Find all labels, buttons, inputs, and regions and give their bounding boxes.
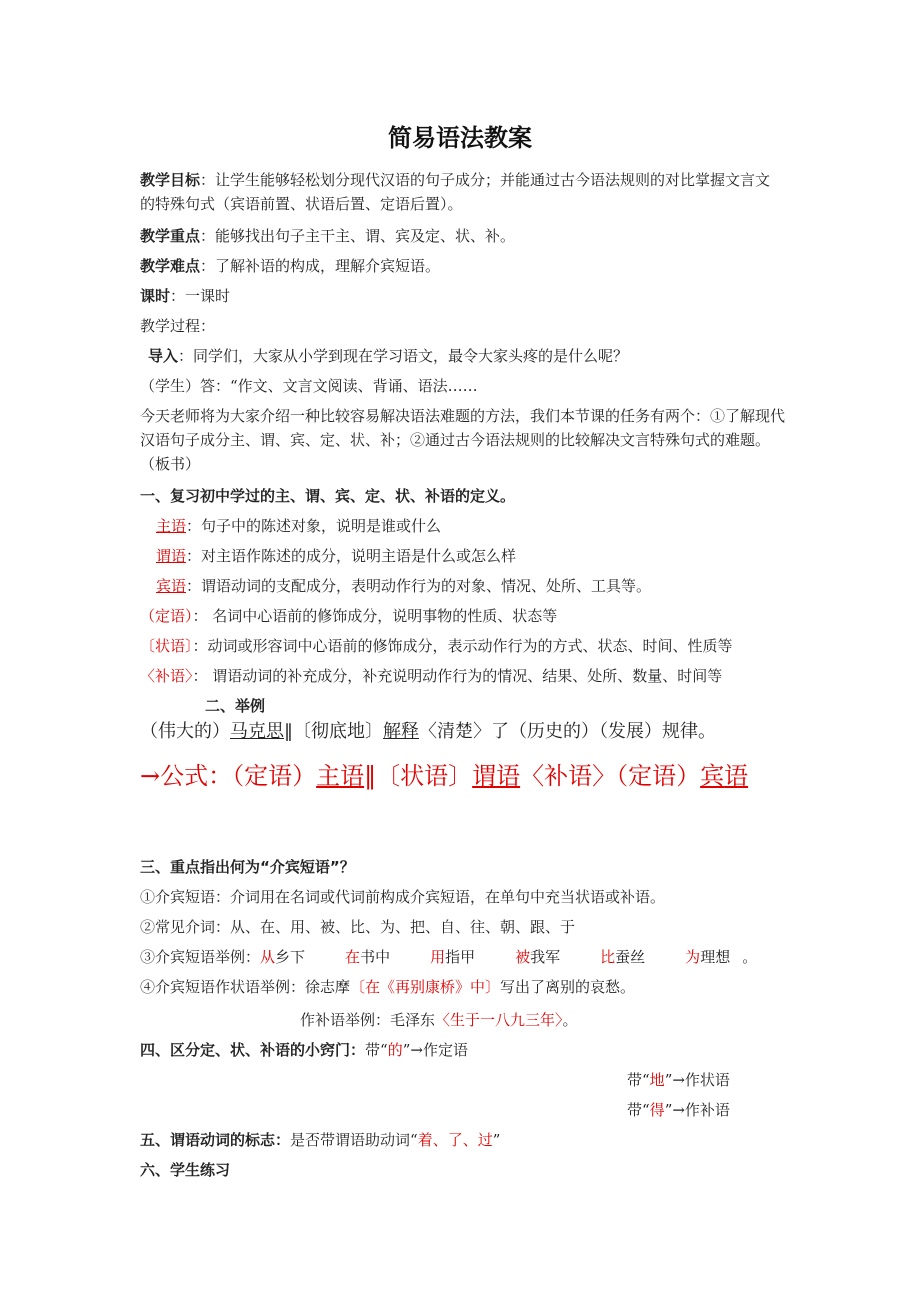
page-title: 简易语法教案 <box>388 124 532 152</box>
def-object <box>156 574 801 598</box>
period-paragraph <box>140 284 785 308</box>
prep-object: 书中 <box>360 948 391 966</box>
prep-object: 乡下 <box>275 948 306 966</box>
def-adverbial <box>140 634 785 658</box>
adverbial-example-text: 写出了离别的哀愁。 <box>500 978 636 996</box>
examples-end: 。 <box>742 948 758 966</box>
example-part: （伟大的） <box>140 721 230 742</box>
intro-label: 导入 <box>148 347 179 365</box>
tip-particle: 得 <box>649 1101 665 1119</box>
formula <box>140 752 785 800</box>
preposition: 用 <box>430 948 446 966</box>
tip-pre: 带“ <box>365 1041 388 1059</box>
def-term: 宾语 <box>156 577 187 595</box>
def-text: ：谓语动词的支配成分，表明动作行为的对象、情况、处所、工具等。 <box>186 577 652 595</box>
section-3-heading: 三、重点指出何为“介宾短语”？ <box>140 858 355 876</box>
section-6-heading: 六、学生练习 <box>140 1161 231 1179</box>
period-text: ：一课时 <box>170 287 231 305</box>
auxiliary-words: 着、了、过 <box>417 1131 493 1149</box>
intro-paragraph <box>148 344 793 368</box>
section-2-heading: 二、举例 <box>205 697 266 715</box>
section-4-heading <box>140 1038 785 1062</box>
example-part: ‖〔彻底地〕 <box>284 721 383 742</box>
formula-subject: 主语 <box>316 762 365 790</box>
period-label: 课时 <box>140 287 171 305</box>
def-subject <box>156 514 801 538</box>
section-5-end: ” <box>492 1131 501 1149</box>
process-heading: 教学过程： <box>140 317 216 335</box>
objective-label: 教学目标 <box>140 171 201 189</box>
tip-pre: 带“ <box>627 1101 650 1119</box>
tip-particle: 地 <box>649 1071 665 1089</box>
examples-label: ③介宾短语举例： <box>140 948 261 966</box>
prep-object: 蚕丝 <box>615 948 646 966</box>
objective-text: ：让学生能够轻松划分现代汉语的句子成分；并能通过古今语法规则的对比掌握文言文的特殊句式（宾语前置、状语后置、定语后置）。 <box>140 171 771 213</box>
prep-object: 指甲 <box>445 948 476 966</box>
complement-phrase: 〈生于一八九三年〉 <box>435 1011 563 1029</box>
complement-example-label: 作补语举例：毛泽东 <box>300 1011 436 1029</box>
prep-object: 理想 <box>700 948 731 966</box>
def-text: ：动词或形容词中心语前的修饰成分，表示动作行为的方式、状态、时间、性质等 <box>192 637 733 655</box>
example-subject: 马克思 <box>230 721 284 742</box>
def-text: ：对主语作陈述的成分，说明主语是什么或怎么样 <box>186 547 517 565</box>
formula-object: 语 <box>724 762 749 790</box>
preposition: 在 <box>345 948 361 966</box>
adverbial-example-label: ④介宾短语作状语举例：徐志摩 <box>140 978 351 996</box>
complement-example-text: 。 <box>562 1011 578 1029</box>
formula-object: 宾 <box>700 762 725 790</box>
preposition: 从 <box>260 948 276 966</box>
preposition: 被 <box>515 948 531 966</box>
tip-adverbial <box>627 1068 787 1092</box>
def-term: 〈补语〉 <box>140 667 193 685</box>
tip-post: ”→作状语 <box>664 1071 730 1089</box>
difficulty-text: ：了解补语的构成，理解介宾短语。 <box>200 257 441 275</box>
def-complement <box>140 664 785 688</box>
tip-pre: 带“ <box>627 1071 650 1089</box>
def-term: 〔状语〕 <box>140 637 193 655</box>
def-term: （定语） <box>140 607 193 625</box>
tip-post: ”→作补语 <box>664 1101 730 1119</box>
def-text: ： 谓语动词的补充成分，补充说明动作行为的情况、结果、处所、数量、时间等 <box>192 667 723 685</box>
common-prepositions: ②常见介词：从、在、用、被、比、为、把、自、往、朝、跟、于 <box>140 918 576 936</box>
tip-complement <box>627 1098 787 1122</box>
section-4-label: 四、区分定、状、补语的小窍门： <box>140 1041 366 1059</box>
prep-phrase-definition: ①介宾短语：介词用在名词或代词前构成介宾短语，在单句中充当状语或补语。 <box>140 888 666 906</box>
example-sentence <box>140 720 785 744</box>
def-predicate <box>156 544 801 568</box>
key-point-text: ：能够找出句子主干主、谓、宾及定、状、补。 <box>200 227 516 245</box>
def-term: 主语 <box>156 517 187 535</box>
section-5-label: 五、谓语动词的标志： <box>140 1131 291 1149</box>
task-paragraph: 今天老师将为大家介绍一种比较容易解决语法难题的方法，我们本节课的任务有两个：①了解现代汉语句子成分主、谓、宾、定、状、补；②通过古今语法规则的比较解决文言特殊句式的难题。（板书） <box>140 407 786 473</box>
intro-text: ：同学们，大家从小学到现在学习语文，最令大家头疼的是什么呢？ <box>178 347 629 365</box>
def-attributive <box>140 604 785 628</box>
def-text: ： 名词中心语前的修饰成分，说明事物的性质、状态等 <box>192 607 558 625</box>
prep-object: 我军 <box>530 948 561 966</box>
preposition: 比 <box>600 948 616 966</box>
key-point-paragraph <box>140 224 785 248</box>
prep-phrase-examples <box>140 945 785 969</box>
difficulty-paragraph <box>140 254 785 278</box>
preposition: 为 <box>685 948 701 966</box>
def-text: ：句子中的陈述对象，说明是谁或什么 <box>186 517 442 535</box>
student-answer: （学生）答：“作文、文言文阅读、背诵、语法…… <box>140 377 478 395</box>
section-5-text: 是否带谓语助动词“ <box>290 1131 418 1149</box>
objective-paragraph <box>140 168 785 216</box>
example-predicate: 解释 <box>383 721 419 742</box>
section-5-heading <box>140 1128 785 1152</box>
formula-part: ‖〔状语〕 <box>364 762 473 790</box>
tip-particle: 的 <box>387 1041 403 1059</box>
complement-example <box>300 1008 780 1032</box>
section-1-heading: 一、复习初中学过的主、谓、宾、定、状、补语的定义。 <box>140 487 516 505</box>
formula-part: →公式：（定语） <box>140 762 317 790</box>
difficulty-label: 教学难点 <box>140 257 201 275</box>
formula-part: 〈补语〉（定语） <box>520 762 701 790</box>
formula-predicate: 谓语 <box>472 762 521 790</box>
adverbial-phrase: 〔在《再别康桥》中〕 <box>350 978 501 996</box>
tip-post: ”→作定语 <box>402 1041 468 1059</box>
adverbial-example <box>140 975 785 999</box>
example-part: 〈清楚〉了（历史的）（发展）规律。 <box>419 721 716 742</box>
def-term: 谓语 <box>156 547 187 565</box>
key-point-label: 教学重点 <box>140 227 201 245</box>
